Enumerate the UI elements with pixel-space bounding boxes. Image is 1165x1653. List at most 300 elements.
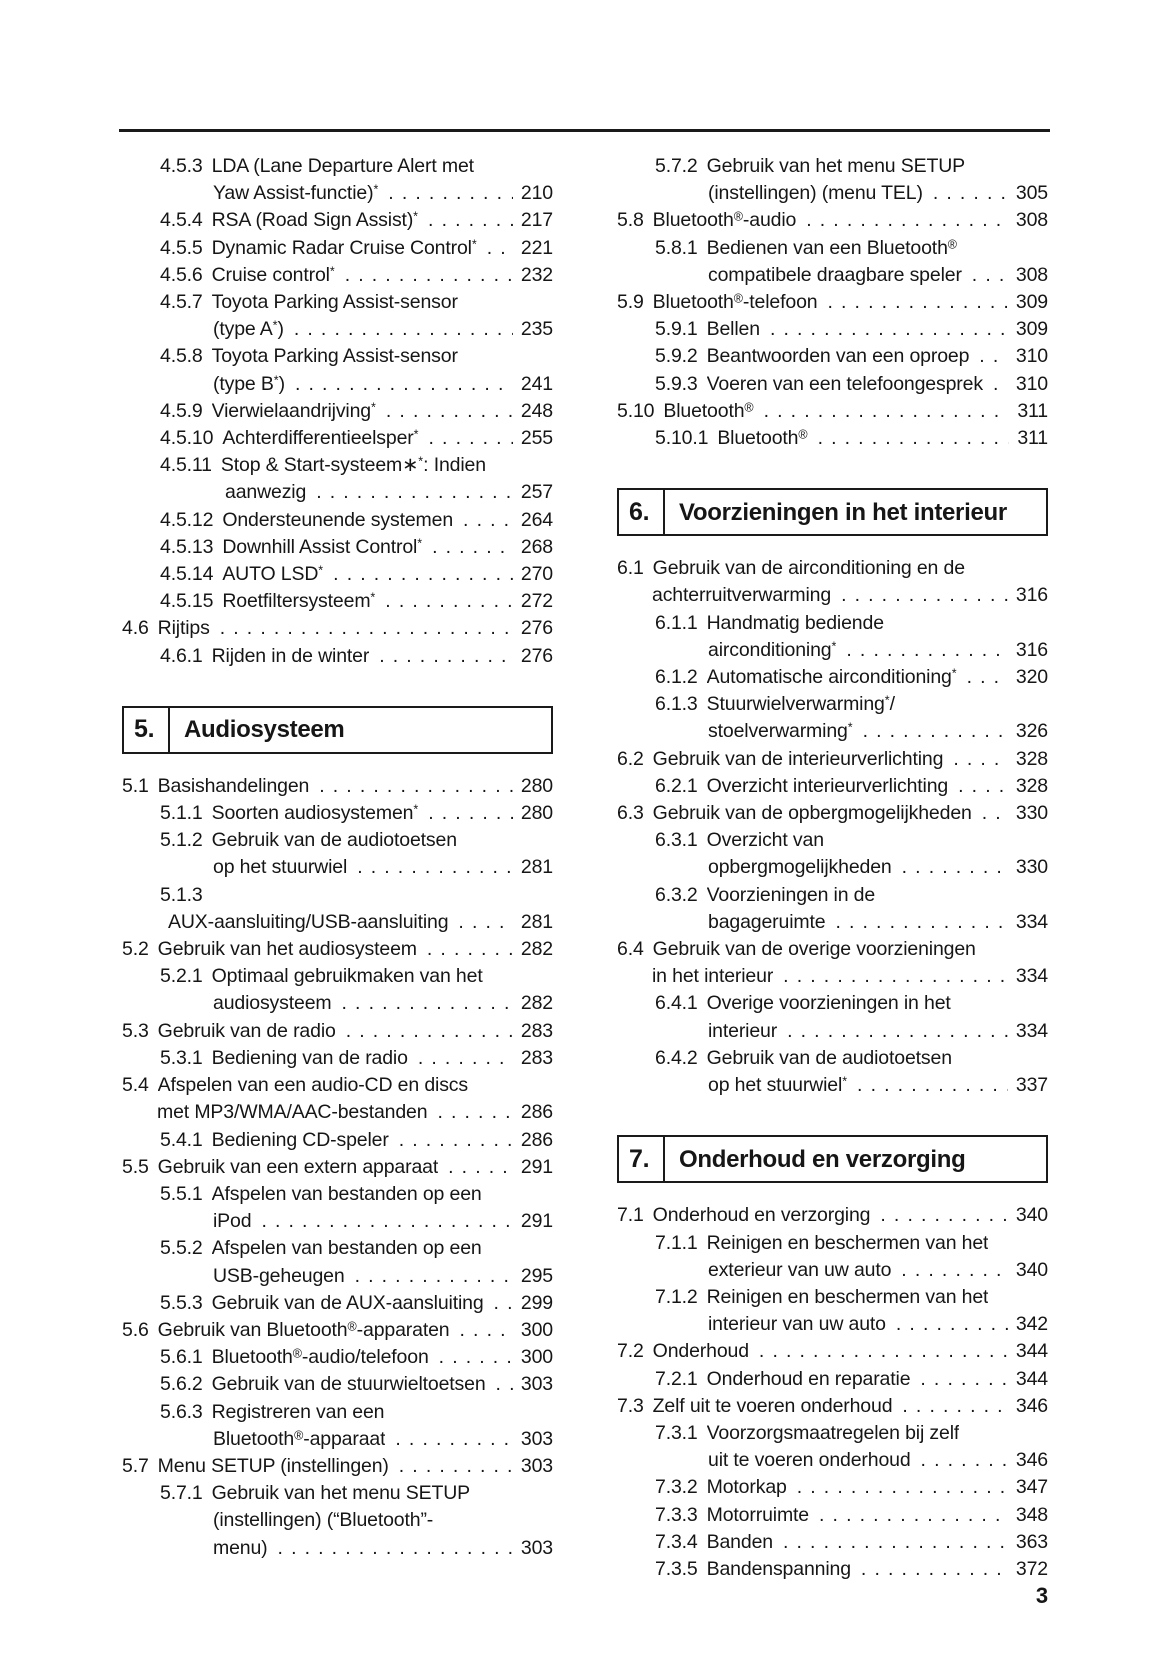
section-header-6 [617,488,1048,536]
toc-entry-number: 5.6 [122,1318,149,1341]
toc-line [617,1230,1048,1257]
toc-line [617,1474,1048,1501]
toc-entry-number: 4.5.11 [160,454,212,477]
toc-line [122,207,553,234]
toc-entry-page: 308 [1015,209,1048,232]
toc-entry-page: 309 [1015,318,1048,341]
registered-mark: ® [294,1428,304,1443]
toc-entry-page: 291 [520,1210,553,1233]
dot-leader [921,1447,1008,1474]
dot-leader [857,1072,1008,1099]
toc-entry-text: (type A*) [213,318,284,341]
dot-leader [896,1311,1008,1338]
toc-entry-number: 7.1.1 [655,1231,698,1254]
toc-entry-text: Gebruik van het menu SETUP [211,1482,471,1505]
dot-leader [979,343,1008,370]
toc-entry-text: Bedienen van een Bluetooth® [706,236,957,259]
toc-line [122,371,553,398]
toc-entry-page: 281 [520,910,553,933]
toc-line [122,1453,553,1480]
toc-line [617,1284,1048,1311]
dot-leader [319,773,513,800]
dot-leader [835,909,1007,936]
toc-entry-page: 295 [520,1264,553,1287]
toc-entry-page: 270 [520,563,553,586]
toc-entry-number: 7.1.2 [655,1285,698,1308]
toc-line [122,1480,553,1507]
toc-entry-page: 337 [1015,1074,1048,1097]
toc-entry-number: 5.6.3 [160,1400,203,1423]
dot-leader [357,854,513,881]
toc-entry-text: (instellingen) (“Bluetooth”- [213,1509,434,1532]
toc-entry-number: 4.5.3 [160,155,203,177]
dot-leader [460,1317,513,1344]
toc-entry-page: 310 [1015,345,1048,368]
asterisk-note: * [418,454,424,469]
toc-line [122,800,553,827]
dot-leader [902,1393,1008,1420]
toc-line [122,1290,553,1317]
dot-leader [494,1290,513,1317]
toc-line [122,398,553,425]
toc-entry-number: 5.5.3 [160,1291,203,1314]
toc-entry-page: 276 [520,644,553,667]
toc-line [122,343,553,370]
toc-entry-text: Toyota Parking Assist-sensor [211,345,458,368]
toc-entry-text: Downhill Assist Control* [222,535,423,558]
toc-line [617,664,1048,691]
toc-line [122,1099,553,1126]
toc-entry-number: 7.3.3 [655,1503,698,1526]
toc-entry-page: 291 [520,1155,553,1178]
page-number: 3 [1035,1583,1048,1608]
dot-leader [958,773,1008,800]
dot-leader [386,398,513,425]
toc-line [617,1202,1048,1229]
toc-entry-text: Bandenspanning [706,1557,851,1580]
toc-line [617,909,1048,936]
toc-entry-number: 5.7 [122,1454,149,1477]
toc-entry-number: 5.9.3 [655,372,698,395]
toc-entry-text: Overzicht van [706,829,824,852]
toc-entry-number: 6.4 [617,938,644,961]
toc-entry-text: Voeren van een telefoongesprek [706,372,983,395]
dot-leader [967,664,1008,691]
toc-entry-number: 6.3.1 [655,829,698,852]
toc-entry-number: 7.3.4 [655,1530,698,1553]
toc-entry-text: AUTO LSD* [222,563,324,586]
toc-line [617,582,1048,609]
toc-entry-text: (type B*) [213,372,285,395]
dot-leader [395,1426,513,1453]
toc-line [122,235,553,262]
toc-entry-text: Banden [706,1530,773,1553]
toc-entry-number: 7.3.5 [655,1557,698,1580]
toc-entry-page: 248 [520,399,553,422]
toc-entry-page: 276 [520,617,553,640]
asterisk-note: * [884,693,890,708]
toc-entry-text: Gebruik van Bluetooth®-apparaten [157,1318,450,1341]
asterisk-note: * [413,209,419,224]
toc-entry-number: 4.5.9 [160,399,203,422]
toc-entry-page: 303 [520,1536,553,1559]
toc-entry-text: Toyota Parking Assist-sensor [211,291,458,314]
toc-line [617,827,1048,854]
toc-entry-number: 5.1.3 [160,883,203,906]
toc-line [122,990,553,1017]
toc-entry-number: 5.4.1 [160,1128,203,1151]
toc-entry-text: (instellingen) (menu TEL) [708,182,923,205]
toc-entry-page: 363 [1015,1530,1048,1553]
toc-line [122,963,553,990]
toc-entry-number: 5.2 [122,938,149,961]
toc-entry-text: Gebruik van het audiosysteem [157,938,417,961]
toc-entry-text: aanwezig [225,481,307,504]
toc-entry-number: 5.9 [617,291,644,314]
toc-entry-page: 309 [1015,291,1048,314]
toc-entry-text: Registreren van een [211,1400,385,1423]
dot-leader [429,425,513,452]
dot-leader [345,262,513,289]
toc-entry-text: airconditioning* [708,638,837,661]
toc-line [122,1045,553,1072]
dot-leader [418,1045,513,1072]
toc-line [617,398,1048,425]
toc-entry-text: achterruitverwarming [652,584,832,607]
toc-entry-text: Reinigen en beschermen van het [706,1285,989,1308]
toc-entry-number: 5.9.2 [655,345,698,368]
dot-leader [333,561,513,588]
toc-line [617,800,1048,827]
toc-line [122,1317,553,1344]
toc-entry-number: 5.6.1 [160,1346,203,1369]
toc-entry-text: Bluetooth®-audio [652,209,797,232]
toc-entry-text: Onderhoud [652,1340,749,1363]
toc-line [617,343,1048,370]
toc-entry-page: 305 [1015,182,1048,205]
toc-entry-text: op het stuurwiel [213,856,348,879]
toc-entry-number: 5.2.1 [160,965,203,988]
toc-line [617,882,1048,909]
toc-entry-text: Bluetooth®-audio/telefoon [211,1346,429,1369]
toc-line [122,507,553,534]
toc-entry-page: 286 [520,1128,553,1151]
dot-leader [399,1127,513,1154]
toc-entry-text: Onderhoud en reparatie [706,1367,911,1390]
dot-leader [439,1344,513,1371]
toc-entry-number: 5.8 [617,209,644,232]
toc-line [122,909,553,936]
dot-leader [846,637,1008,664]
toc-entry-number: 5.1.1 [160,802,203,825]
section-number: 6. [619,490,665,534]
toc-entry-number: 6.1 [617,557,644,580]
toc-line [122,1535,553,1562]
toc-entry-number: 5.4 [122,1074,149,1097]
toc-entry-page: 346 [1015,1394,1048,1417]
toc-line [122,180,553,207]
toc-entry-number: 7.2 [617,1340,644,1363]
dot-leader [972,262,1008,289]
toc-line [617,1420,1048,1447]
toc-entry-text: Stuurwielverwarming*/ [706,693,895,716]
toc-entry-text: Yaw Assist-functie)* [213,182,379,205]
dot-leader [294,316,513,343]
toc-entry-text: AUX-aansluiting/USB-aansluiting [168,910,449,933]
toc-line [617,180,1048,207]
toc-line [617,1529,1048,1556]
dot-leader [342,990,513,1017]
toc-entry-number: 4.5.4 [160,209,203,232]
dot-leader [902,854,1008,881]
toc-entry-text: Zelf uit te voeren onderhoud [652,1394,893,1417]
toc-entry-page: 330 [1015,802,1048,825]
toc-line [122,1344,553,1371]
toc-entry-page: 328 [1015,774,1048,797]
dot-leader [463,507,513,534]
toc-line [617,936,1048,963]
section-header-7 [617,1135,1048,1183]
toc-entry-number: 5.7.2 [655,155,698,177]
dot-leader [783,963,1008,990]
toc-entry-number: 5.5.1 [160,1182,203,1205]
toc-line [617,990,1048,1017]
asterisk-note: * [272,318,278,333]
toc-line [122,615,553,642]
toc-line [122,1127,553,1154]
toc-line [122,1426,553,1453]
toc-entry-page: 340 [1015,1258,1048,1281]
asterisk-note: * [471,237,477,251]
dot-leader [487,235,513,262]
toc-entry-text: Bellen [706,318,760,341]
toc-line [617,854,1048,881]
toc-entry-text: Gebruik van de stuurwieltoetsen [211,1373,486,1396]
toc-entry-text: Roetfiltersysteem* [222,590,376,613]
dot-leader [437,1099,512,1126]
toc-entry-text: Bluetooth® [717,427,808,450]
toc-entry-text: Gebruik van de audiotoetsen [211,829,457,852]
toc-entry-number: 5.6.2 [160,1373,203,1396]
toc-line [617,1502,1048,1529]
dot-leader [448,1154,513,1181]
registered-mark: ® [733,209,743,224]
toc-entry-text: Gebruik van de audiotoetsen [706,1046,952,1069]
toc-entry-page: 280 [520,774,553,797]
toc-entry-text: Rijden in de winter [211,644,370,667]
toc-entry-text: Basishandelingen [157,774,310,797]
toc-entry-page: 310 [1015,372,1048,395]
section-title: Audiosysteem [184,716,345,744]
toc-line [122,561,553,588]
toc-entry-text: stoelverwarming* [708,720,853,743]
toc-entry-number: 4.6 [122,617,149,640]
dot-leader [399,1453,513,1480]
toc-line [617,1393,1048,1420]
dot-leader [982,800,1008,827]
toc-entry-page: 241 [520,372,553,395]
dot-leader [278,1535,513,1562]
dot-leader [787,1018,1008,1045]
toc-entry-text: RSA (Road Sign Assist)* [211,209,419,232]
toc-entry-number: 6.3.2 [655,883,698,906]
toc-entry-page: 311 [1017,399,1048,422]
toc-line [617,718,1048,745]
toc-entry-number: 6.4.1 [655,992,698,1015]
dot-leader [316,479,513,506]
toc-entry-number: 6.3 [617,802,644,825]
toc-entry-text: Motorkap [706,1476,787,1499]
dot-leader [385,588,513,615]
section-title: Voorzieningen in het interieur [679,498,1007,526]
toc-entry-number: 6.1.2 [655,666,698,689]
toc-line [617,1018,1048,1045]
toc-line [122,827,553,854]
toc-entry-number: 5.8.1 [655,236,698,259]
dot-leader [861,1556,1008,1583]
toc-entry-page: 303 [520,1427,553,1450]
toc-entry-number: 5.5 [122,1155,149,1178]
dot-leader [764,398,1010,425]
toc-line [122,588,553,615]
toc-entry-number: 5.3.1 [160,1046,203,1069]
dot-leader [880,1202,1008,1229]
toc-entry-page: 286 [520,1101,553,1124]
toc-entry-page: 255 [520,427,553,450]
toc-line [617,691,1048,718]
asterisk-note: * [847,720,853,735]
dot-leader [993,371,1008,398]
toc-line [122,1154,553,1181]
toc-entry-text: Gebruik van de AUX-aansluiting [211,1291,484,1314]
asterisk-note: * [329,264,335,279]
toc-entry-page: 340 [1015,1204,1048,1227]
toc-entry-page: 346 [1015,1449,1048,1472]
toc-line [122,882,553,909]
toc-entry-text: menu) [213,1536,268,1559]
toc-entry-page: 330 [1015,856,1048,879]
toc-entry-text: Handmatig bediende [706,611,884,634]
registered-mark: ® [733,291,743,306]
toc-entry-number: 7.2.1 [655,1367,698,1390]
toc-line [122,1507,553,1534]
toc-entry-page: 221 [520,236,553,259]
toc-entry-number: 4.5.15 [160,590,214,613]
toc-line [617,1366,1048,1393]
toc-entry-number: 4.5.12 [160,508,214,531]
toc-entry-page: 257 [520,481,553,504]
registered-mark: ® [744,400,754,415]
dot-leader [806,207,1008,234]
toc-entry-page: 316 [1015,638,1048,661]
section-title: Onderhoud en verzorging [679,1145,966,1173]
toc-entry-text: Optimaal gebruikmaken van het [211,965,483,988]
toc-line [122,452,553,479]
toc-line [617,425,1048,452]
toc-line [617,235,1048,262]
toc-entry-number: 5.10.1 [655,427,709,450]
toc-line [617,289,1048,316]
toc-entry-text: Ondersteunende systemen [222,508,454,531]
asterisk-note: * [413,427,419,442]
dot-leader [920,1366,1008,1393]
toc-line [122,1263,553,1290]
asterisk-note: * [831,639,837,654]
dot-leader [428,207,513,234]
toc-entry-page: 272 [520,590,553,613]
toc-entry-page: 308 [1015,263,1048,286]
toc-entry-page: 281 [520,856,553,879]
toc-entry-text: Vierwielaandrijving* [211,399,376,422]
dot-leader [863,718,1008,745]
toc-entry-page: 344 [1015,1367,1048,1390]
toc-entry-number: 4.5.5 [160,236,203,259]
toc-column-right [617,153,1048,1583]
toc-line [122,534,553,561]
asterisk-note: * [371,400,376,415]
toc-entry-page: 347 [1015,1476,1048,1499]
toc-line [122,643,553,670]
dot-leader [355,1263,513,1290]
toc-entry-text: compatibele draagbare speler [708,263,962,286]
toc-entry-text: Gebruik van de overige voorzieningen [652,938,976,961]
toc-line [617,610,1048,637]
toc-entry-page: 320 [1015,666,1048,689]
asterisk-note: * [273,373,279,388]
toc-entry-text: Bediening van de radio [211,1046,408,1069]
toc-line [617,963,1048,990]
dot-leader [428,800,513,827]
registered-mark: ® [947,237,957,251]
toc-entry-page: 334 [1015,910,1048,933]
toc-entry-text: Gebruik van de airconditioning en de [652,557,965,580]
toc-entry-text: Gebruik van de opbergmogelijkheden [652,802,972,825]
dot-leader [818,425,1010,452]
toc-line [122,1208,553,1235]
header-rule [119,129,1050,132]
toc-entry-text: Beantwoorden van een oproep [706,345,970,368]
toc-entry-number: 5.9.1 [655,318,698,341]
toc-line [617,316,1048,343]
toc-entry-number: 5.3 [122,1019,149,1042]
toc-entry-number: 6.2 [617,747,644,770]
toc-entry-page: 280 [520,802,553,825]
dot-leader [261,1208,512,1235]
toc-entry-text: LDA (Lane Departure Alert met [211,155,474,177]
toc-line [617,153,1048,180]
toc-entry-page: 372 [1015,1557,1048,1580]
toc-entry-page: 283 [520,1019,553,1042]
toc-line [617,746,1048,773]
section-header-5 [122,706,553,754]
toc-entry-number: 4.5.14 [160,563,214,586]
asterisk-note: * [417,536,423,551]
toc-entry-page: 328 [1015,747,1048,770]
toc-entry-text: Menu SETUP (instellingen) [157,1454,389,1477]
toc-entry-text: Voorzieningen in de [706,883,876,906]
asterisk-note: * [413,802,419,817]
toc-entry-page: 316 [1015,584,1048,607]
dot-leader [933,180,1008,207]
toc-entry-text: Soorten audiosystemen* [211,802,419,825]
toc-entry-number: 4.5.6 [160,263,203,286]
toc-entry-number: 6.1.3 [655,693,698,716]
toc-entry-text: USB-geheugen [213,1264,345,1287]
toc-line [122,1181,553,1208]
toc-entry-page: 342 [1015,1313,1048,1336]
toc-entry-page: 326 [1015,720,1048,743]
asterisk-note: * [318,563,324,578]
